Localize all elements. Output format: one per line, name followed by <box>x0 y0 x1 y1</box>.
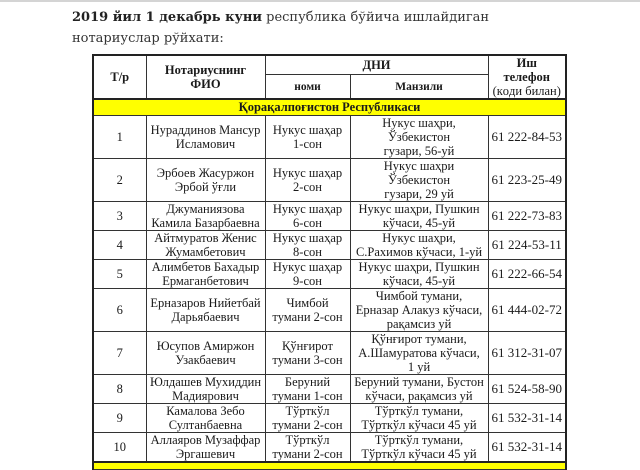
cell-dni-name <box>265 260 350 289</box>
fio-line: Мадиярович <box>172 389 239 403</box>
table-row <box>93 202 566 231</box>
address-line: рақамсиз уй <box>386 317 452 331</box>
table-row <box>93 289 566 332</box>
intro-date: 2019 йил 1 декабрь куни <box>72 10 262 25</box>
fio-line: Эрбой ўғли <box>174 180 237 194</box>
address-line: кўчаси, рақамсиз уй <box>365 389 473 403</box>
cell-fio <box>146 116 265 159</box>
address-line: Нукус шаҳри, Ўзбекистон <box>382 116 456 144</box>
dni-name-line: Нукус шаҳар <box>272 202 343 216</box>
address-line: кўчаси, 45-уй <box>382 216 456 230</box>
cell-dni-name <box>265 159 350 202</box>
header-dni: ДНИ <box>265 55 488 75</box>
cell-phone: 61 532-31-14 <box>488 404 566 433</box>
fio-line: Ермаганбетович <box>162 274 249 288</box>
cell-num: 5 <box>93 260 146 289</box>
cell-fio <box>146 404 265 433</box>
address-line: С.Рахимов кўчаси, 1-уй <box>355 245 483 259</box>
dni-name-line: Тўрткўл <box>285 433 330 447</box>
cell-address <box>350 433 488 463</box>
header-phone-line2: телефон <box>503 70 550 84</box>
address-line: Нукус шаҳри, <box>382 231 456 245</box>
table-row <box>93 404 566 433</box>
cell-address <box>350 260 488 289</box>
cell-address <box>350 202 488 231</box>
fio-line: Жумамбетович <box>165 245 246 259</box>
intro-paragraph <box>72 7 572 49</box>
dni-name-line: 1-сон <box>293 137 322 151</box>
cell-num: 4 <box>93 231 146 260</box>
cell-address <box>350 332 488 375</box>
header-dni-name: номи <box>265 75 350 99</box>
table-row <box>93 332 566 375</box>
cell-dni-name <box>265 231 350 260</box>
header-phone <box>488 55 566 99</box>
address-line: 1 уй <box>407 360 431 374</box>
cell-num: 7 <box>93 332 146 375</box>
fio-line: Султанбаевна <box>168 418 243 432</box>
dni-name-line: Тўрткўл <box>285 404 330 418</box>
fio-line: Аллаяров Музаффар <box>150 433 261 447</box>
dni-name-line: Қўнғирот <box>282 339 333 353</box>
fio-line: Камалова Зебо <box>166 404 245 418</box>
fio-line: Дарьябаевич <box>171 310 240 324</box>
next-region-label <box>93 462 566 470</box>
table-row <box>93 260 566 289</box>
dni-name-line: 9-сон <box>293 274 322 288</box>
address-line: Қўнғирот тумани, <box>371 332 467 346</box>
dni-name-line: Нукус шаҳар <box>272 231 343 245</box>
address-line: гузари, 29 уй <box>384 187 454 201</box>
dni-name-line: 6-сон <box>293 216 322 230</box>
address-line: кўчаси, 45-уй <box>382 274 456 288</box>
cell-phone: 61 532-31-14 <box>488 433 566 463</box>
cell-fio <box>146 159 265 202</box>
header-phone-line1: Иш <box>516 56 537 70</box>
cell-num: 3 <box>93 202 146 231</box>
dni-name-line: тумани 3-сон <box>272 353 343 367</box>
cell-dni-name <box>265 433 350 463</box>
cell-num: 1 <box>93 116 146 159</box>
header-num: Т/р <box>93 55 146 99</box>
fio-line: Исламович <box>175 137 236 151</box>
notary-table <box>92 54 567 470</box>
dni-name-line: Беруний <box>284 375 331 389</box>
cell-address <box>350 404 488 433</box>
header-fio: Нотариуснинг ФИО <box>146 55 265 99</box>
address-line: А.Шамуратова кўчаси, <box>358 346 480 360</box>
fio-line: Камила Базарбаевна <box>151 216 260 230</box>
cell-address <box>350 231 488 260</box>
dni-name-line: 2-сон <box>293 180 322 194</box>
cell-phone: 61 222-66-54 <box>488 260 566 289</box>
cell-fio <box>146 202 265 231</box>
fio-line: Узакбаевич <box>175 353 236 367</box>
table-header-row <box>93 55 566 75</box>
address-line: Тўрткўл тумани, <box>374 404 464 418</box>
cell-fio <box>146 231 265 260</box>
fio-line: Алимбетов Бахадыр <box>151 260 260 274</box>
cell-dni-name <box>265 289 350 332</box>
fio-line: Эргашевич <box>175 447 236 461</box>
address-line: Тўрткўл тумани, <box>374 433 464 447</box>
cell-phone: 61 312-31-07 <box>488 332 566 375</box>
table-row <box>93 375 566 404</box>
cell-address <box>350 289 488 332</box>
cell-num: 6 <box>93 289 146 332</box>
dni-name-line: тумани 2-сон <box>272 447 343 461</box>
cell-phone: 61 222-73-83 <box>488 202 566 231</box>
fio-line: Юлдашев Мухиддин <box>149 375 262 389</box>
dni-name-line: тумани 2-сон <box>272 310 343 324</box>
dni-name-line: Чимбой <box>286 296 329 310</box>
cell-fio <box>146 289 265 332</box>
dni-name-line: тумани 1-сон <box>272 389 343 403</box>
address-line: Тўрткўл кўчаси 45 уй <box>361 447 477 461</box>
cell-fio <box>146 375 265 404</box>
cell-fio <box>146 260 265 289</box>
cell-phone: 61 222-84-53 <box>488 116 566 159</box>
table-row <box>93 231 566 260</box>
cell-num: 8 <box>93 375 146 404</box>
cell-dni-name <box>265 116 350 159</box>
cell-address <box>350 375 488 404</box>
dni-name-line: Нукус шаҳар <box>272 166 343 180</box>
cell-phone: 61 223-25-49 <box>488 159 566 202</box>
dni-name-line: Нукус шаҳар <box>272 123 343 137</box>
cell-dni-name <box>265 375 350 404</box>
address-line: Чимбой тумани, <box>375 289 463 303</box>
address-line: Нукус шаҳри, Пушкин <box>358 260 480 274</box>
cell-address <box>350 159 488 202</box>
top-divider <box>0 0 640 2</box>
dni-name-line: Нукус шаҳар <box>272 260 343 274</box>
next-region-row <box>93 462 566 470</box>
address-line: Ерназар Алакуз кўчаси, <box>355 303 483 317</box>
cell-phone: 61 224-53-11 <box>488 231 566 260</box>
address-line: Беруний тумани, Бустон <box>354 375 484 389</box>
table-row <box>93 116 566 159</box>
cell-num: 9 <box>93 404 146 433</box>
intro-text: республика бўйича ишлайдиган нотариуслар рўйхати: <box>72 10 490 46</box>
cell-num: 10 <box>93 433 146 463</box>
cell-phone: 61 524-58-90 <box>488 375 566 404</box>
table-row <box>93 159 566 202</box>
region-row <box>93 99 566 116</box>
cell-address <box>350 116 488 159</box>
header-phone-line3: (кoди билан) <box>492 84 561 98</box>
address-line: Нукус шаҳри, Пушкин <box>358 202 480 216</box>
fio-line: Юсупов Амиржон <box>156 339 255 353</box>
fio-line: Ерназаров Нийетбай <box>150 296 261 310</box>
address-line: гузари, 56-уй <box>383 144 455 158</box>
header-dni-address: Манзили <box>350 75 488 99</box>
cell-fio <box>146 433 265 463</box>
address-line: Тўрткўл кўчаси 45 уй <box>361 418 477 432</box>
fio-line: Эрбоев Жасуржон <box>156 166 255 180</box>
cell-num: 2 <box>93 159 146 202</box>
address-line: Нукус шаҳри Ўзбекистон <box>383 159 455 187</box>
fio-line: Нураддинов Мансур <box>150 123 261 137</box>
dni-name-line: тумани 2-сон <box>272 418 343 432</box>
fio-line: Джуманиязова <box>166 202 245 216</box>
region-label: Қорақалпоғистон Республикаси <box>93 99 566 116</box>
cell-dni-name <box>265 202 350 231</box>
cell-phone: 61 444-02-72 <box>488 289 566 332</box>
dni-name-line: 8-сон <box>293 245 322 259</box>
fio-line: Айтмуратов Женис <box>154 231 257 245</box>
cell-dni-name <box>265 332 350 375</box>
table-row <box>93 433 566 463</box>
cell-fio <box>146 332 265 375</box>
cell-dni-name <box>265 404 350 433</box>
